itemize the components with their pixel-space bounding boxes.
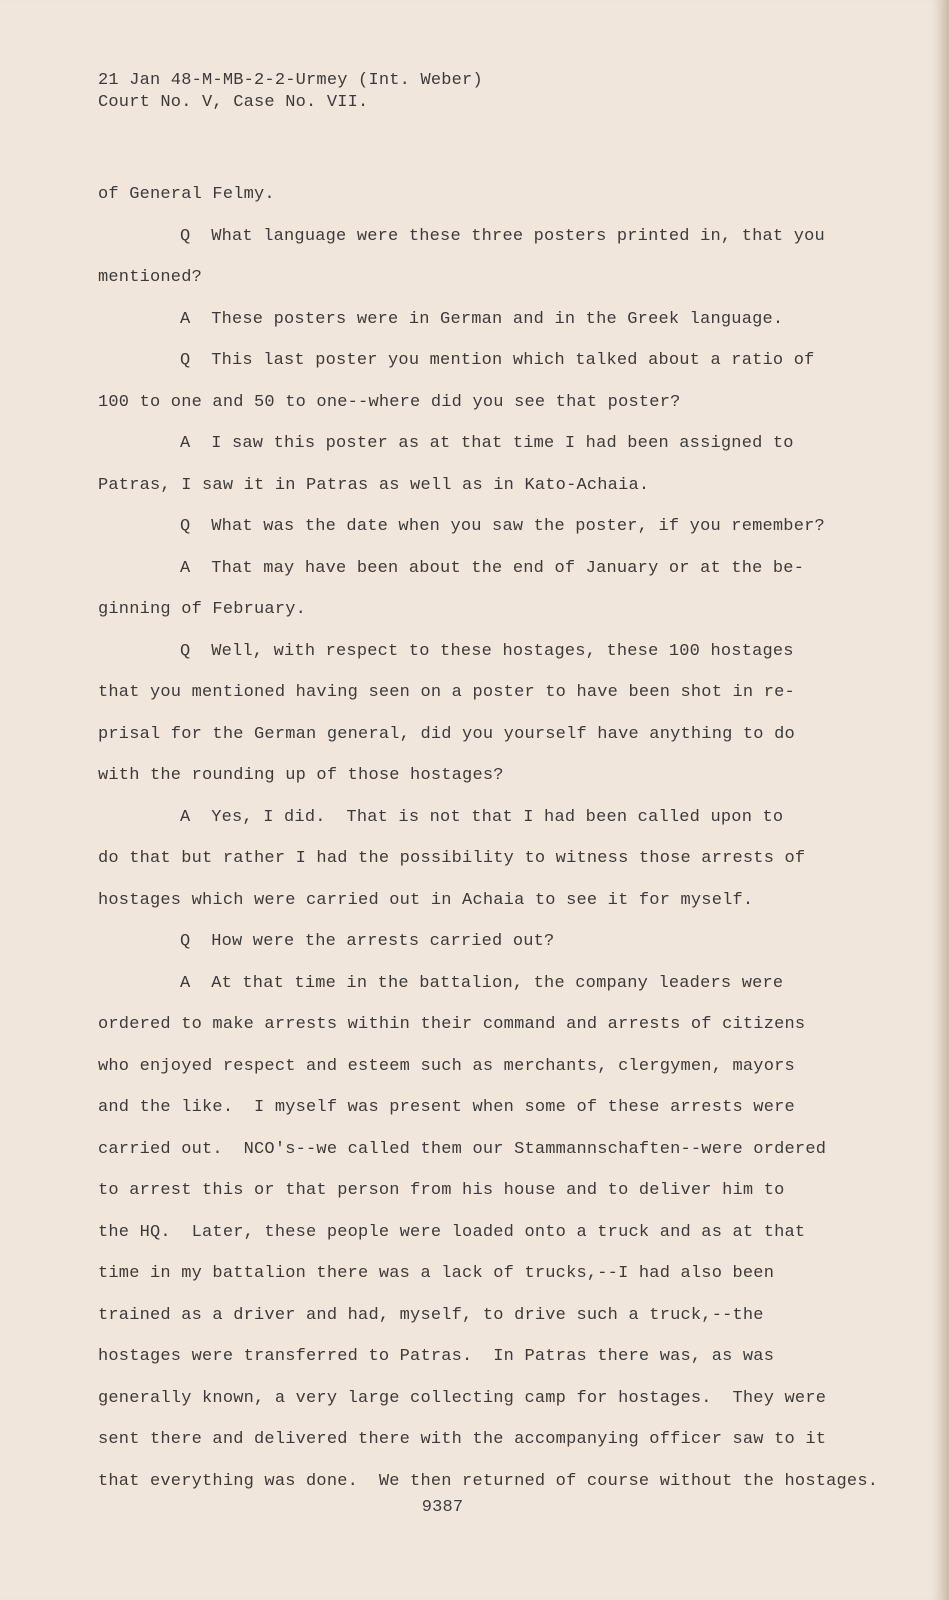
transcript-line: to arrest this or that person from his house and to deliver him to <box>98 1181 785 1200</box>
transcript-line: and the like. I myself was present when some of these arrests were <box>98 1098 795 1117</box>
question-line: Q What was the date when you saw the poster, if you remember? <box>180 517 825 536</box>
header-reference-line: 21 Jan 48-M-MB-2-2-Urmey (Int. Weber) <box>98 71 483 90</box>
transcript-line: trained as a driver and had, myself, to drive such a truck,--the <box>98 1305 764 1325</box>
document-header <box>98 70 483 114</box>
transcript-line: ginning of February. <box>98 600 307 619</box>
transcript-line: do that but rather I had the possibility to witness those arrests of <box>98 849 806 868</box>
answer-line: A These posters were in German and in the Greek language. <box>180 309 784 329</box>
transcript-line: that everything was done. We then returned of course without the hostages. <box>98 1471 879 1491</box>
transcript-body <box>98 174 879 1502</box>
answer-line: A I saw this poster as at that time I had been assigned to <box>180 434 794 453</box>
transcript-line: the HQ. Later, these people were loaded onto a truck and as at that <box>98 1222 806 1242</box>
transcript-line: time in my battalion there was a lack of trucks,--I had also been <box>98 1264 775 1283</box>
transcript-line: prisal for the German general, did you yourself have anything to do <box>98 724 795 744</box>
transcript-line: 100 to one and 50 to one--where did you see that poster? <box>98 392 681 412</box>
transcript-line: of General Felmy. <box>98 185 275 204</box>
transcript-line: with the rounding up of those hostages? <box>98 766 504 785</box>
transcript-line: who enjoyed respect and esteem such as merchants, clergymen, mayors <box>98 1056 795 1076</box>
transcript-line: generally known, a very large collecting camp for hostages. They were <box>98 1388 827 1408</box>
answer-line: A Yes, I did. That is not that I had been called upon to <box>180 807 784 827</box>
answer-line: A At that time in the battalion, the company leaders were <box>180 973 784 993</box>
transcript-line: that you mentioned having seen on a poster to have been shot in re- <box>98 683 795 702</box>
transcript-line: carried out. NCO's--we called them our Stammannschaften--were ordered <box>98 1139 827 1159</box>
question-line: Q Well, with respect to these hostages, these 100 hostages <box>180 641 794 661</box>
question-line: Q How were the arrests carried out? <box>180 932 555 951</box>
question-line: Q What language were these three posters printed in, that you <box>180 226 825 246</box>
transcript-line: sent there and delivered there with the accompanying officer saw to it <box>98 1430 827 1449</box>
transcript-line: hostages were transferred to Patras. In Patras there was, as was <box>98 1347 775 1366</box>
transcript-line: ordered to make arrests within their command and arrests of citizens <box>98 1015 806 1034</box>
header-court-line: Court No. V, Case No. VII. <box>98 93 369 112</box>
answer-line: A That may have been about the end of January or at the be- <box>180 558 805 578</box>
question-line: Q This last poster you mention which talked about a ratio of <box>180 351 815 370</box>
transcript-line: Patras, I saw it in Patras as well as in Kato-Achaia. <box>98 475 650 495</box>
transcript-line: hostages which were carried out in Achaia to see it for myself. <box>98 890 754 910</box>
transcript-line: mentioned? <box>98 268 203 287</box>
page-number: 9387 <box>421 1498 464 1517</box>
